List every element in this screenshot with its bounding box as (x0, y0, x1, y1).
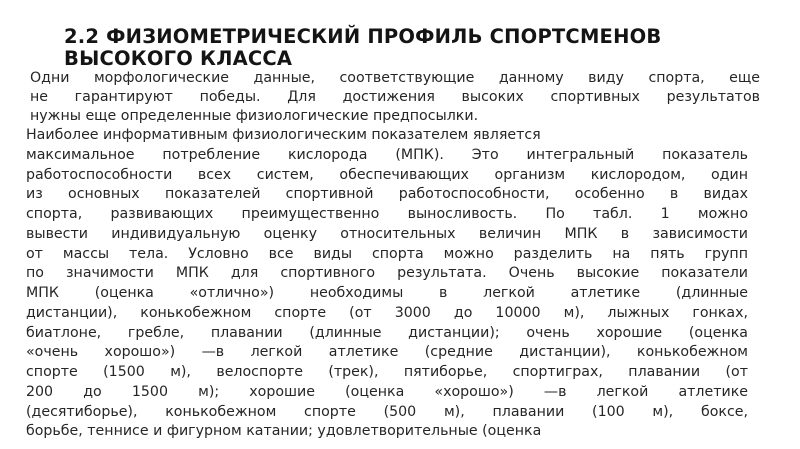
body-line: от массы тела. Условно все виды спорта можно разделить на пять групп (26, 245, 748, 262)
body-line: максимальное потребление кислорода (МПК). Это интегральный показатель (26, 146, 748, 163)
body-line: спорта, развивающих преимущественно выносливость. По табл. 1 можно (26, 206, 748, 222)
body-line: 200 до 1500 м); хорошие (оценка «хорошо») —в легкой атлетике (26, 383, 748, 400)
body-line: по значимости МПК для спортивного результата. Очень высокие показатели (26, 265, 748, 282)
slide-title-line: 2.2 ФИЗИОМЕТРИЧЕСКИЙ ПРОФИЛЬ СПОРТСМЕНОВ (64, 25, 662, 48)
intro-line: нужны еще определенные физиологические предпосылки. (30, 108, 479, 125)
body-line: Наиболее информативным физиологическим показателем является (26, 127, 541, 143)
body-line: МПК (оценка «отлично») необходимы в легкой атлетике (длинные (26, 285, 748, 301)
body-line: вывести индивидуальную оценку относительных величин МПК в зависимости (26, 225, 748, 242)
slide-title (64, 26, 744, 70)
body-line: биатлоне, гребле, плавании (длинные дистанции); очень хорошие (оценка (26, 324, 748, 341)
body-line: дистанции), конькобежном спорте (от 3000 до 10000 м), лыжных гонках, (26, 304, 748, 321)
body-line: (десятиборье), конькобежном спорте (500 м), плавании (100 м), боксе, (26, 403, 748, 420)
body-paragraph (26, 126, 748, 442)
body-line: борьбе, теннисе и фигурном катании; удовлетворительные (оценка (26, 423, 542, 440)
body-line: спорте (1500 м), велоспорте (трек), пятиборье, спортиграх, плавании (от (26, 364, 748, 380)
slide-title-line: ВЫСОКОГО КЛАССА (64, 47, 293, 70)
body-line: «очень хорошо») —в легкой атлетике (средние дистанции), конькобежном (26, 344, 748, 361)
intro-paragraph (30, 69, 760, 127)
body-line: из основных показателей спортивной работоспособности, особенно в видах (26, 186, 748, 203)
intro-line: не гарантируют победы. Для достижения высоких спортивных результатов (30, 89, 760, 106)
intro-line: Одни морфологические данные, соответствующие данному виду спорта, еще (30, 70, 760, 86)
body-line: работоспособности всех систем, обеспечивающих организм кислородом, один (26, 166, 748, 183)
